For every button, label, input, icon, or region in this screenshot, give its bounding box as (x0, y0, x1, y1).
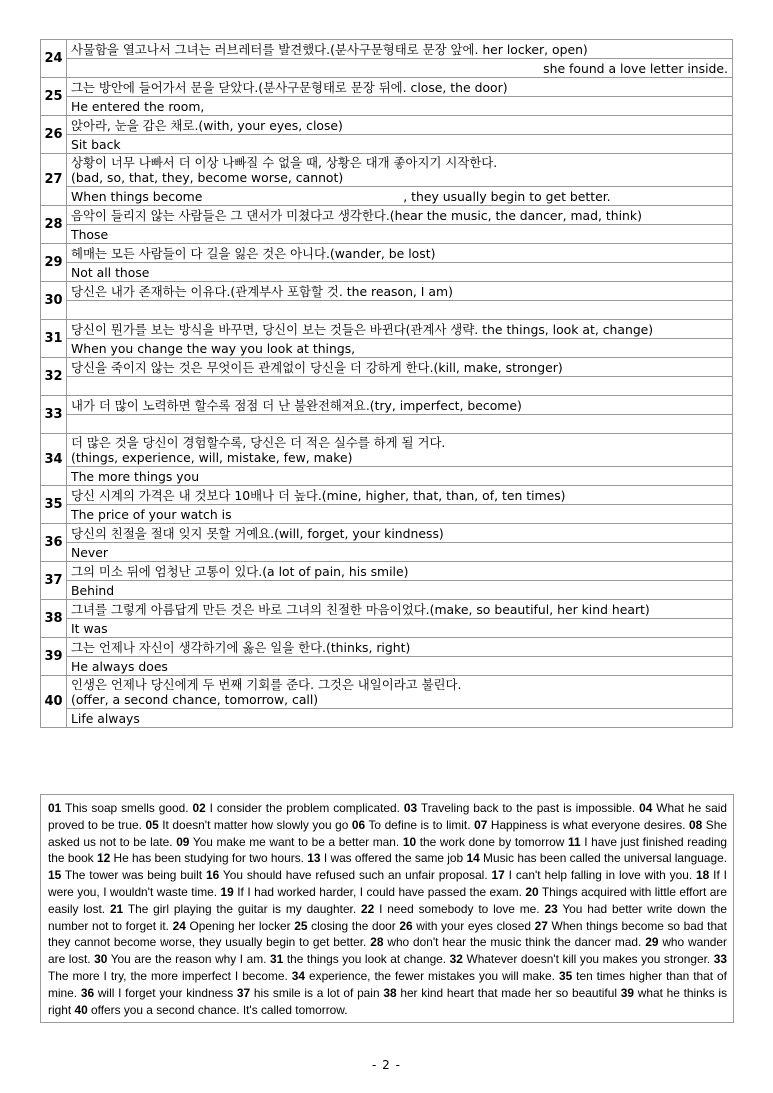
answer-key-text: what he thinks is right (48, 985, 728, 1017)
answer-row (41, 135, 733, 154)
answer-row (41, 415, 733, 434)
answer-key-number: 07 (474, 817, 488, 832)
answer-key-number: 26 (399, 918, 413, 933)
question-row (41, 396, 733, 415)
answer-key-number: 05 (145, 817, 159, 832)
answer-row (41, 467, 733, 486)
question-row (41, 638, 733, 657)
answer-key-text: You should have refused such an unfair proposal. (222, 868, 488, 883)
answer-key-number: 10 (402, 834, 417, 849)
question-number: 30 (41, 282, 67, 320)
question-prompt: 더 많은 것을 당신이 경험할수록, 당신은 더 적은 실수를 하게 될 거다. (things, experience, will, mistake, few, make) (67, 434, 733, 467)
question-prompt: 사물함을 열고나서 그녀는 러브레터를 발견했다.(분사구문형태로 문장 앞에. her locker, open) (67, 40, 733, 59)
answer-row (41, 581, 733, 600)
answer-key-text: Happiness is what everyone desires. (490, 817, 686, 832)
answer-row (41, 301, 733, 320)
answer-key-number: 19 (220, 884, 234, 899)
answer-row (41, 377, 733, 396)
answer-key-number: 40 (74, 1002, 88, 1017)
answer-row (41, 97, 733, 116)
page-number: - 2 - (372, 1058, 401, 1072)
answer-line[interactable]: The price of your watch is (67, 505, 733, 524)
question-number: 36 (41, 524, 67, 562)
question-row (41, 434, 733, 467)
question-row (41, 206, 733, 225)
question-row (41, 562, 733, 581)
answer-key-number: 06 (351, 817, 366, 832)
question-number: 39 (41, 638, 67, 676)
answer-key-number: 02 (192, 801, 206, 815)
answer-key-number: 33 (713, 952, 727, 967)
question-number: 33 (41, 396, 67, 434)
answer-key-text: I can't help falling in love with you. (508, 868, 693, 883)
answer-key-text: To define is to limit. (368, 817, 471, 832)
answer-row (41, 225, 733, 244)
question-prompt: 인생은 언제나 당신에게 두 번째 기회를 준다. 그것은 내일이라고 불린다. (offer, a second chance, tomorrow, call) (67, 676, 733, 709)
answer-key-number: 35 (558, 968, 573, 983)
question-row (41, 154, 733, 187)
answer-key-text: offers you a second chance. It's called tomorrow. (91, 1002, 348, 1017)
question-prompt: 그의 미소 뒤에 엄청난 고통이 있다.(a lot of pain, his smile) (67, 562, 733, 581)
answer-key-text: If I were you, I wouldn't waste time. (48, 868, 727, 899)
question-prompt: 그녀를 그렇게 아름답게 만든 것은 바로 그녀의 친절한 마음이었다.(make, so beautiful, her kind heart) (67, 600, 733, 619)
question-number: 34 (41, 434, 67, 486)
answer-line[interactable]: When you change the way you look at things, (67, 339, 733, 358)
answer-row (41, 619, 733, 638)
question-prompt: 앉아라, 눈을 감은 채로.(with, your eyes, close) (67, 116, 733, 135)
answer-line[interactable]: Sit back (67, 135, 733, 154)
answer-key-number: 16 (205, 868, 220, 883)
answer-key-text: This soap smells good. (64, 801, 189, 815)
answer-key-number: 11 (568, 834, 581, 849)
question-number: 27 (41, 154, 67, 206)
answer-key-number: 17 (491, 868, 505, 883)
answer-line[interactable]: Life always (67, 709, 733, 728)
answer-key-text: I was offered the same job (323, 851, 464, 866)
question-row (41, 600, 733, 619)
answer-key-text: the things you look at change. (286, 952, 447, 967)
answer-key-number: 30 (94, 952, 108, 967)
answer-line[interactable]: Not all those (67, 263, 733, 282)
answer-key-number: 22 (361, 901, 375, 916)
answer-key-number: 08 (689, 817, 703, 832)
answer-key-text: She asked us not to be late. (48, 817, 727, 849)
answer-key-text: I need somebody to love me. (379, 901, 540, 916)
answer-key-number: 09 (176, 834, 190, 849)
answer-key-text: Music has been called the universal language. (483, 851, 728, 866)
answer-line[interactable] (67, 377, 733, 396)
answer-key-number: 15 (48, 868, 62, 883)
question-row (41, 78, 733, 97)
answer-key-number: 37 (236, 985, 251, 1000)
question-row (41, 282, 733, 301)
answer-line[interactable]: He entered the room, (67, 97, 733, 116)
answer-key-text: her kind heart that made her so beautiful (400, 985, 617, 1000)
answer-key-number: 34 (291, 968, 306, 983)
question-number: 31 (41, 320, 67, 358)
answer-key-number: 20 (525, 884, 539, 899)
question-prompt: 그는 방안에 들어가서 문을 닫았다.(분사구문형태로 문장 뒤에. close, the door) (67, 78, 733, 97)
answer-line[interactable]: When things become , they usually begin to get better. (67, 187, 733, 206)
question-row (41, 676, 733, 709)
answer-line[interactable]: Behind (67, 581, 733, 600)
answer-key-text: He has been studying for two hours. (113, 851, 304, 866)
answer-key-number: 31 (270, 952, 284, 967)
answer-key-text: Opening her locker (189, 918, 291, 933)
answer-key-text: experience, the fewer mistakes you will make. (309, 968, 555, 983)
answer-key-text: ten times higher than that of mine. (48, 968, 727, 1000)
answer-key-text: The more I try, the more imperfect I become. (48, 968, 288, 983)
question-number: 38 (41, 600, 67, 638)
answer-key-text: his smile is a lot of pain (253, 985, 380, 1000)
answer-key-number: 21 (109, 901, 124, 916)
answer-key-number: 29 (645, 935, 659, 950)
answer-row (41, 59, 733, 78)
answer-key-text: What he said proved to be true. (48, 801, 727, 832)
question-prompt: 당신의 친절을 절대 잊지 못할 거예요.(will, forget, your kindness) (67, 524, 733, 543)
answer-line[interactable]: The more things you (67, 467, 733, 486)
answer-key-number: 18 (696, 868, 710, 883)
question-number: 32 (41, 358, 67, 396)
answer-key-number: 04 (639, 801, 653, 815)
answer-row (41, 187, 733, 206)
question-prompt: 상황이 너무 나빠서 더 이상 나빠질 수 없을 때, 상황은 대개 좋아지기 시작한다. (bad, so, that, they, become worse, cannot) (67, 154, 733, 187)
answer-row (41, 263, 733, 282)
question-prompt: 당신은 내가 존재하는 이유다.(관계부사 포함할 것. the reason, I am) (67, 282, 733, 301)
answer-line[interactable]: He always does (67, 657, 733, 676)
answer-key-text: When things become so bad that they cannot become worse, they usually begin to get better. (48, 918, 727, 950)
question-number: 24 (41, 40, 67, 78)
answer-key-text: who wander are lost. (48, 935, 727, 967)
question-row (41, 524, 733, 543)
exercise-table (40, 39, 733, 728)
answer-line[interactable]: Never (67, 543, 733, 562)
question-prompt: 당신이 뭔가를 보는 방식을 바꾸면, 당신이 보는 것들은 바뀐다(관계사 생략. the things, look at, change) (67, 320, 733, 339)
answer-row (41, 657, 733, 676)
question-row (41, 320, 733, 339)
answer-key-number: 24 (172, 918, 186, 933)
answer-key-text: The girl playing the guitar is my daughter. (127, 901, 357, 916)
answer-key-number: 13 (307, 851, 321, 866)
answer-row (41, 505, 733, 524)
answer-key-number: 01 (48, 801, 62, 815)
answer-line[interactable]: It was (67, 619, 733, 638)
question-prompt: 당신을 죽이지 않는 것은 무엇이든 관계없이 당신을 더 강하게 한다.(kill, make, stronger) (67, 358, 733, 377)
question-number: 29 (41, 244, 67, 282)
question-row (41, 358, 733, 377)
answer-key-text: I have just finished reading the book (48, 834, 727, 866)
answer-key-text: If I had worked harder, I could have passed the exam. (237, 884, 526, 899)
question-number: 26 (41, 116, 67, 154)
exercise-table-body (41, 40, 733, 728)
question-number: 35 (41, 486, 67, 524)
question-prompt: 음악이 들리지 않는 사람들은 그 댄서가 미쳤다고 생각한다.(hear the music, the dancer, mad, think) (67, 206, 733, 225)
answer-key-number: 12 (96, 851, 111, 866)
answer-key-text: Traveling back to the past is impossible. (420, 801, 636, 815)
answer-key-number: 23 (544, 901, 558, 916)
question-prompt: 내가 더 많이 노력하면 할수록 점점 더 난 불완전해져요.(try, imperfect, become) (67, 396, 733, 415)
answer-key-text: It doesn't matter how slowly you go (162, 817, 349, 832)
answer-key-text: Things acquired with little effort are easily lost. (48, 884, 727, 916)
answer-key-number: 28 (370, 935, 384, 950)
answer-row (41, 339, 733, 358)
answer-row (41, 709, 733, 728)
question-row (41, 116, 733, 135)
question-number: 40 (41, 676, 67, 728)
question-row (41, 40, 733, 59)
answer-key-text: who don't hear the music think the dancer mad. (387, 935, 642, 950)
answer-key-text: with your eyes closed (416, 918, 531, 933)
question-prompt: 헤매는 모든 사람들이 다 길을 잃은 것은 아니다.(wander, be lost) (67, 244, 733, 263)
question-number: 28 (41, 206, 67, 244)
answer-key-text: closing the door (311, 918, 396, 933)
answer-key-text: Whatever doesn't kill you makes you stronger. (466, 952, 711, 967)
answer-key-number: 25 (294, 918, 308, 933)
question-row (41, 244, 733, 263)
answer-key-number: 27 (534, 918, 548, 933)
question-prompt: 당신 시계의 가격은 내 것보다 10배나 더 높다.(mine, higher, that, than, of, ten times) (67, 486, 733, 505)
answer-key-number: 36 (80, 985, 95, 1000)
answer-key-number: 03 (403, 801, 418, 815)
answer-line[interactable]: she found a love letter inside. (67, 59, 733, 78)
answer-key-number: 32 (449, 952, 463, 967)
answer-key-number: 38 (383, 985, 397, 1000)
answer-key-text: You are the reason why I am. (110, 952, 267, 967)
answer-key-text: You make me want to be a better man. (192, 834, 400, 849)
answer-line[interactable] (67, 415, 733, 434)
answer-key-text: The tower was being built (64, 868, 203, 883)
answer-line[interactable]: Those (67, 225, 733, 244)
answer-line[interactable] (67, 301, 733, 320)
answer-key-text: will I forget your kindness (97, 985, 234, 1000)
answer-key-text: I consider the problem complicated. (209, 801, 400, 815)
question-number: 25 (41, 78, 67, 116)
question-row (41, 486, 733, 505)
answer-key-text: the work done by tomorrow (419, 834, 565, 849)
answer-row (41, 543, 733, 562)
answer-key-text: You had better write down the number not to forget it. (48, 901, 728, 933)
answer-key (40, 794, 734, 1023)
answer-key-number: 39 (620, 985, 634, 1000)
question-prompt: 그는 언제나 자신이 생각하기에 옳은 일을 한다.(thinks, right) (67, 638, 733, 657)
answer-key-number: 14 (466, 851, 480, 866)
question-number: 37 (41, 562, 67, 600)
